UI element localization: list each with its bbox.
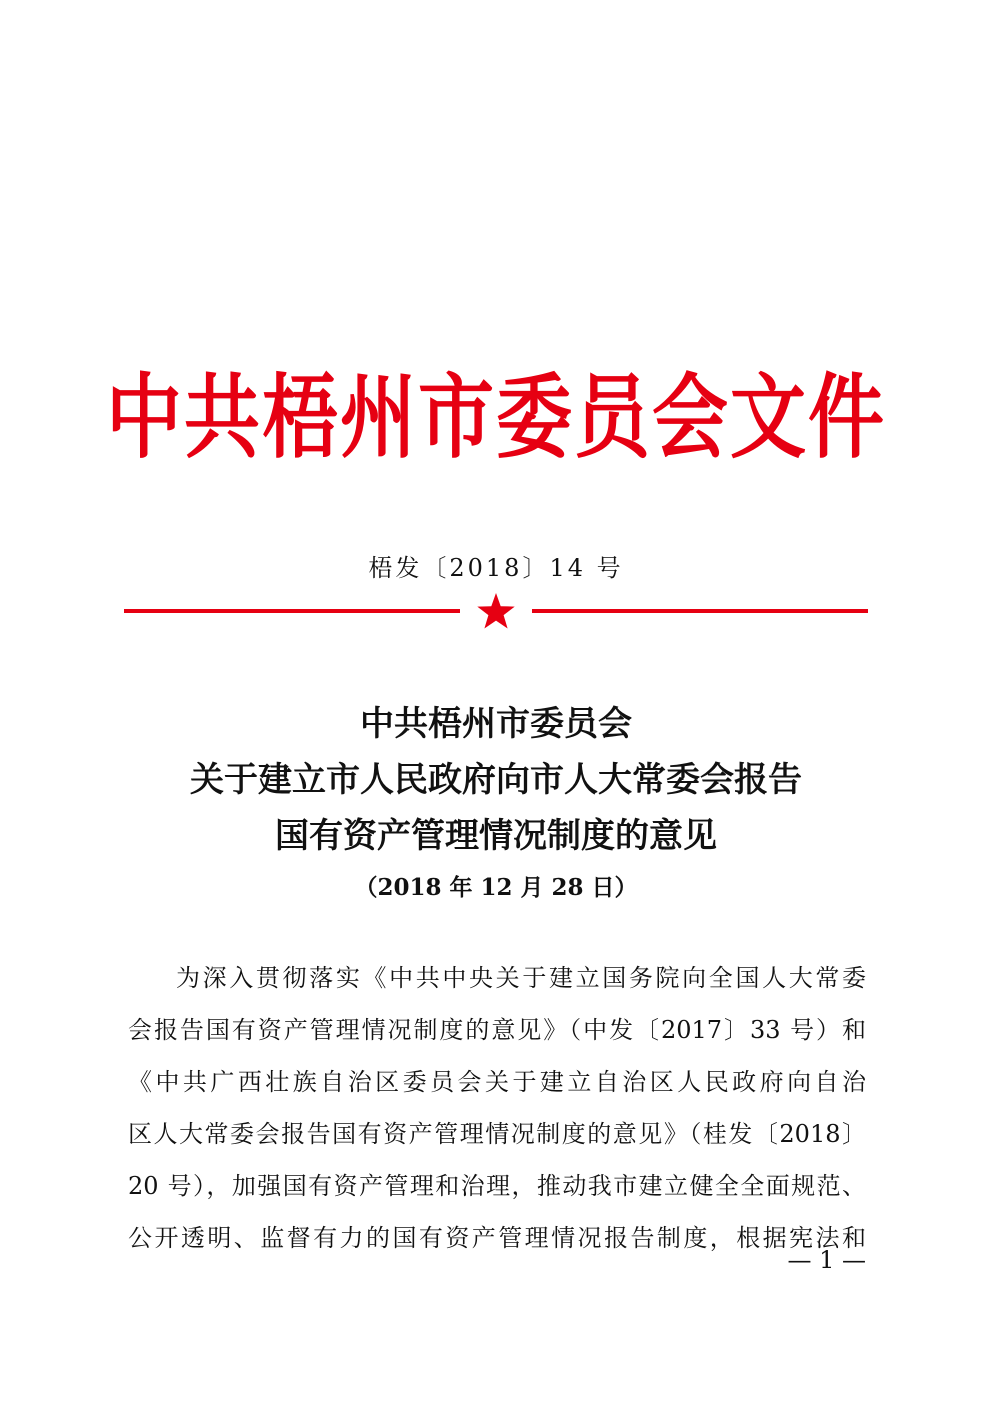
- body-line: 为深入贯彻落实《中共中央关于建立国务院向全国人大常委: [176, 964, 866, 992]
- red-separator: [124, 592, 868, 632]
- body-line: 公开透明、监督有力的国有资产管理情况报告制度，根据宪法和: [128, 1224, 866, 1252]
- separator-line-right: [532, 609, 868, 613]
- title-line-3: 国有资产管理情况制度的意见: [275, 816, 717, 856]
- document-number: 梧发〔2018〕14 号: [368, 554, 624, 582]
- body-line: 20 号），加强国有资产管理和治理，推动我市建立健全全面规范、: [128, 1172, 866, 1200]
- document-date: （2018 年 12 月 28 日）: [354, 874, 638, 901]
- page-number: — 1 —: [787, 1246, 866, 1274]
- title-line-1: 中共梧州市委员会: [360, 704, 632, 744]
- body-line: 区人大常委会报告国有资产管理情况制度的意见》（桂发〔2018〕: [128, 1120, 866, 1148]
- body-paragraph: [128, 952, 866, 1264]
- title-line-2: 关于建立市人民政府向市人大常委会报告: [190, 760, 802, 800]
- masthead-title: 中共梧州市委员会文件: [106, 364, 886, 471]
- star-icon: [476, 592, 516, 630]
- document-title: [0, 696, 992, 864]
- separator-line-left: [124, 609, 460, 613]
- body-line: 会报告国有资产管理情况制度的意见》（中发〔2017〕33 号）和: [128, 1016, 866, 1044]
- body-line: 《中共广西壮族自治区委员会关于建立自治区人民政府向自治: [128, 1068, 866, 1096]
